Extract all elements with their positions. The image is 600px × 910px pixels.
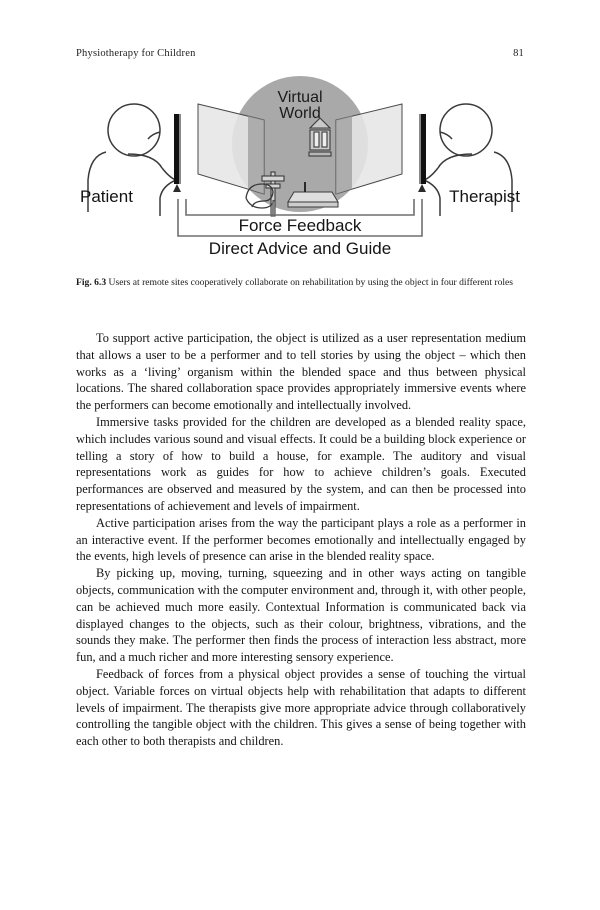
- page-number: 81: [513, 48, 524, 59]
- figure-caption-label: Fig. 6.3: [76, 277, 107, 288]
- running-head: [76, 48, 524, 59]
- patient-device-bar-highlight: [179, 114, 181, 184]
- left-display-panel: [198, 104, 264, 194]
- paragraph: By picking up, moving, turning, squeezing and in other ways acting on tangible objects, communication with the computer environment and, through it, with other people, can be achieved much more easily. Contextual Information is communicated back via displayed changes to the objects, such as their colour, brightness, vibrations, and the sounds they make. The performer then finds the process of interaction less abstract, more fun, and a much richer and more interesting sensory experience.: [76, 566, 526, 665]
- patient-label: Patient: [80, 187, 133, 206]
- paragraph: Feedback of forces from a physical object provides a sense of touching the virtual object. Variable forces on virtual objects help with rehabilitation that adapts to different levels of impairment. The therapists give more appropriate advice through collaboratively controlling the tangible object with the children. This gives a sense of being together with each other to both therapists and children.: [76, 666, 526, 749]
- therapist-device-bar-highlight: [419, 114, 421, 184]
- paragraph: Immersive tasks provided for the children are developed as a blended reality space, which includes various sound and visual effects. It could be a building block experience or telling a story of how to build a house, for example. The auditory and visual representations work as guides for how to achieve children’s goals. Executed performances are observed and measured by the system, and can then be processed into representations of achievement and levels of impairment.: [76, 414, 526, 513]
- running-head-title: Physiotherapy for Children: [76, 48, 196, 59]
- figure-caption-text: Users at remote sites cooperatively collaborate on rehabilitation by using the object in four different roles: [108, 277, 514, 288]
- paragraph: Active participation arises from the way the participant plays a role as a performer in an interactive event. If the performer becomes emotionally and intellectually engaged by the events, high levels of presence can arise in the blended reality space.: [76, 515, 526, 564]
- right-display-panel: [336, 104, 402, 194]
- figure-caption: [76, 276, 524, 290]
- therapist-label: Therapist: [449, 187, 520, 206]
- direct-advice-label: Direct Advice and Guide: [208, 239, 392, 258]
- force-feedback-label: Force Feedback: [238, 216, 362, 235]
- paragraph: To support active participation, the object is utilized as a user representation medium that allows a user to be a performer and to tell stories by using the object – which then works as a ‘living’ organism within the blended space and thus between physical locations. The shared collaboration space provides appropriately immersive events where the performers can become emotionally and intellectually involved.: [76, 331, 526, 413]
- virtual-world-label-line2: World: [279, 105, 321, 122]
- virtual-world-label-line1: Virtual: [277, 89, 323, 106]
- patient-arrowhead: [173, 184, 181, 192]
- therapist-arrowhead: [418, 184, 426, 192]
- figure-6-3: [76, 72, 524, 264]
- body-text: [76, 330, 526, 750]
